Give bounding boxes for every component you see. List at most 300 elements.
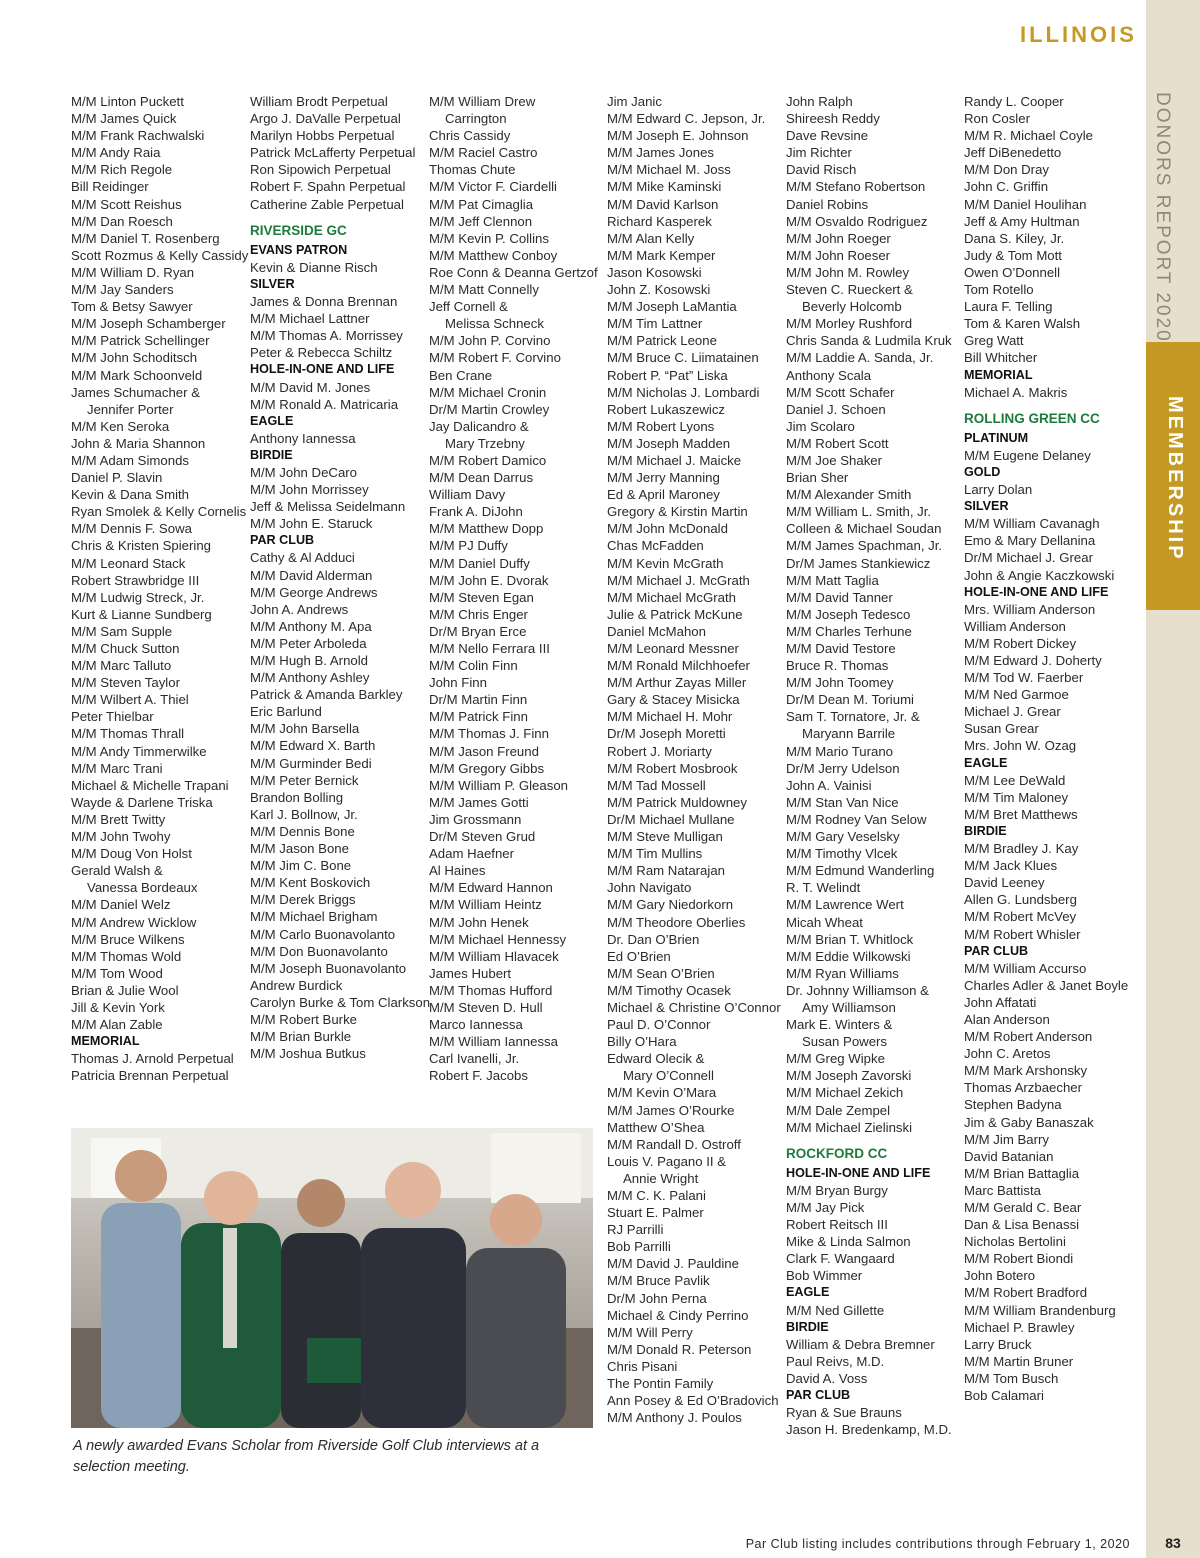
donor-name: Chris Pisani [607, 1358, 678, 1374]
donor-name-continued: Carrington [445, 111, 507, 127]
donor-name: M/M Thomas Hufford [429, 982, 553, 998]
donor-name: Jim Richter [786, 145, 852, 161]
donor-name: M/M Ryan Williams [786, 965, 899, 981]
donor-name: Michael P. Brawley [964, 1319, 1075, 1335]
donor-name: M/M R. Michael Coyle [964, 128, 1093, 144]
donor-name: John Affatati [964, 994, 1037, 1010]
donor-name: M/M John P. Corvino [429, 333, 551, 349]
donor-name: Carolyn Burke & Tom Clarkson [250, 994, 431, 1010]
donor-name: M/M James O’Rourke [607, 1102, 735, 1118]
donor-name: M/M Bryan Burgy [786, 1182, 888, 1198]
donor-name: Argo J. DaValle Perpetual [250, 111, 401, 127]
donor-name: M/M Joshua Butkus [250, 1046, 366, 1062]
donor-name: Alan Anderson [964, 1011, 1050, 1027]
donor-name: Michael & Christine O’Connor [607, 999, 781, 1015]
donor-name: Chris & Kristen Spiering [71, 538, 211, 554]
donor-name: M/M Jason Bone [250, 841, 349, 857]
level-heading: HOLE-IN-ONE AND LIFE [964, 584, 1109, 599]
donor-name: Shireesh Reddy [786, 111, 880, 127]
donor-name: M/M Robert Dickey [964, 635, 1077, 651]
level-heading: PLATINUM [964, 430, 1029, 445]
donor-name: M/M Mark Arshonsky [964, 1063, 1088, 1079]
donor-name: Ryan Smolek & Kelly Cornelis [71, 504, 247, 520]
donor-name: M/M John E. Dvorak [429, 572, 549, 588]
donor-name: David A. Voss [786, 1370, 868, 1386]
donor-name: M/M Donald R. Peterson [607, 1341, 752, 1357]
donor-name: M/M Anthony M. Apa [250, 618, 372, 634]
donor-name: M/M Robert Lyons [607, 418, 715, 434]
donor-name: M/M Kevin P. Collins [429, 230, 549, 246]
donor-name: Daniel McMahon [607, 623, 706, 639]
donor-name: M/M William Accurso [964, 960, 1087, 976]
donor-name: Brian Sher [786, 470, 849, 486]
donor-name-continued: Jennifer Porter [87, 401, 174, 417]
donor-name: M/M Edward C. Jepson, Jr. [607, 111, 766, 127]
donor-name: M/M Don Dray [964, 162, 1049, 178]
donor-name: Ben Crane [429, 367, 493, 383]
donor-name: Karl J. Bollnow, Jr. [250, 806, 358, 822]
donor-name: M/M Leonard Stack [71, 555, 186, 571]
donor-name: Bob Wimmer [786, 1268, 863, 1284]
donor-name: M/M Tim Maloney [964, 789, 1069, 805]
donor-column-5 [786, 93, 958, 1438]
club-heading: RIVERSIDE GC [250, 222, 347, 238]
donor-name: M/M David Alderman [250, 567, 373, 583]
donor-name: Robert J. Moriarty [607, 743, 712, 759]
donor-name: Dr/M John Perna [607, 1290, 707, 1306]
donor-name: R. T. Welindt [786, 880, 861, 896]
donor-name: Stephen Badyna [964, 1097, 1062, 1113]
donor-name: M/M William D. Ryan [71, 264, 195, 280]
donor-name: M/M David M. Jones [250, 379, 371, 395]
donor-name: M/M Thomas Thrall [71, 726, 185, 742]
donor-name: M/M Brian T. Whitlock [786, 931, 914, 947]
donor-name: Chas McFadden [607, 538, 704, 554]
donor-name: M/M Daniel T. Rosenberg [71, 230, 220, 246]
donor-name: M/M Steven Taylor [71, 675, 180, 691]
photo-caption: A newly awarded Evans Scholar from Riverside Golf Club interviews at a selection meeting. [73, 1438, 540, 1475]
donor-name: Dr/M Martin Crowley [429, 401, 550, 417]
sidebar-band-bottom [1146, 610, 1200, 1558]
donor-name: Adam Haefner [429, 846, 515, 862]
donor-name: Bill Reidinger [71, 179, 149, 195]
donor-name: Dr/M Joseph Moretti [607, 726, 726, 742]
donor-name: Micah Wheat [786, 914, 863, 930]
donor-name: M/M Charles Terhune [786, 623, 912, 639]
level-heading: EAGLE [964, 755, 1008, 770]
donor-name: Anthony Scala [786, 367, 872, 383]
donor-name: M/M Rich Regole [71, 162, 173, 178]
donor-name: Peter & Rebecca Schiltz [250, 345, 393, 361]
donor-name: M/M Sam Supple [71, 623, 173, 639]
donor-name: M/M Michael Hennessy [429, 931, 567, 947]
donor-name: M/M Jack Klues [964, 858, 1058, 874]
donor-name: RJ Parrilli [607, 1222, 664, 1238]
donor-name: M/M Michael McGrath [607, 589, 736, 605]
donor-name: M/M Hugh B. Arnold [250, 653, 369, 668]
donor-name: Thomas Arzbaecher [964, 1080, 1083, 1096]
donor-name: M/M Osvaldo Rodriguez [786, 213, 928, 229]
donor-name: M/M Mario Turano [786, 743, 893, 759]
donor-name: Al Haines [429, 863, 486, 879]
donor-name: Bruce R. Thomas [786, 658, 889, 674]
donor-name: M/M Michael Brigham [250, 909, 378, 925]
donor-name: M/M David Tanner [786, 589, 893, 605]
donor-name: M/M Matthew Conboy [429, 247, 558, 263]
section-title: MEMBERSHIP [1164, 396, 1186, 562]
donor-name: M/M Edward Hannon [429, 880, 553, 896]
donor-name: Ron Sipowich Perpetual [250, 162, 391, 178]
donor-name: M/M Scott Reishus [71, 196, 182, 212]
donor-name: M/M Daniel Houlihan [964, 196, 1087, 212]
donor-name: Daniel P. Slavin [71, 470, 163, 486]
donor-name: Jay Dalicandro & [429, 418, 529, 434]
donor-name: M/M Morley Rushford [786, 316, 913, 332]
donor-name: M/M Ned Garmoe [964, 687, 1069, 703]
donor-column-3 [429, 93, 601, 1084]
donor-name: Daniel J. Schoen [786, 401, 886, 417]
donor-name: John C. Aretos [964, 1046, 1051, 1062]
donor-name: Marco Iannessa [429, 1017, 523, 1033]
donor-name: M/M Brian Burkle [250, 1029, 352, 1045]
donor-name: M/M Nello Ferrara III [429, 641, 550, 656]
donor-name: M/M Michael M. Joss [607, 162, 731, 178]
donor-name: James Schumacher & [71, 384, 200, 400]
donor-name: John A. Andrews [250, 601, 349, 617]
donor-name: M/M Ned Gillette [786, 1302, 885, 1318]
donor-name: M/M Jeff Clennon [429, 213, 533, 229]
donor-name: M/M James Quick [71, 111, 177, 127]
level-heading: HOLE-IN-ONE AND LIFE [786, 1165, 931, 1180]
donor-name: M/M Bruce Wilkens [71, 931, 185, 947]
donor-name: M/M Steven D. Hull [429, 999, 543, 1015]
donor-name: M/M Joseph Buonavolanto [250, 960, 407, 976]
donor-name: Thomas J. Arnold Perpetual [71, 1051, 234, 1067]
donor-name: Dr/M Martin Finn [429, 692, 528, 708]
donor-name: Bill Whitcher [964, 350, 1038, 366]
donor-name: Paul D. O’Connor [607, 1017, 711, 1033]
donor-name: M/M Lee DeWald [964, 772, 1066, 788]
donor-name: M/M Bruce Pavlik [607, 1273, 710, 1289]
donor-name: Jim & Gaby Banaszak [964, 1114, 1094, 1130]
donor-name: M/M Michael J. McGrath [607, 572, 750, 588]
donor-name: Carl Ivanelli, Jr. [429, 1051, 520, 1067]
donor-name-continued: Mary Trzebny [445, 435, 525, 451]
donor-name: Greg Watt [964, 333, 1024, 349]
donor-name: Jeff & Melissa Seidelmann [250, 499, 406, 515]
donor-name: Dr/M Jerry Udelson [786, 760, 900, 776]
donor-name: M/M Chuck Sutton [71, 641, 180, 656]
donor-name: M/M Steve Mulligan [607, 829, 723, 845]
donor-name: M/M Michael Zielinski [786, 1119, 913, 1135]
donor-name: M/M Raciel Castro [429, 145, 538, 161]
donor-name: M/M Greg Wipke [786, 1051, 885, 1067]
donor-name: Mrs. John W. Ozag [964, 738, 1077, 754]
donor-name: Brandon Bolling [250, 789, 344, 805]
donor-name: Matthew O’Shea [607, 1119, 705, 1135]
donor-name: Paul Reivs, M.D. [786, 1353, 885, 1369]
donor-name: M/M Robert Mosbrook [607, 760, 738, 776]
donor-name: M/M Tod W. Faerber [964, 670, 1084, 686]
page-number: 83 [1165, 1535, 1181, 1551]
donor-name: M/M Nicholas J. Lombardi [607, 384, 760, 400]
donor-name: M/M James Spachman, Jr. [786, 538, 943, 554]
donor-name: Michael & Cindy Perrino [607, 1307, 749, 1323]
donor-name-continued: Susan Powers [802, 1034, 888, 1050]
donor-name: Ryan & Sue Brauns [786, 1405, 902, 1421]
donor-name: M/M Edward X. Barth [250, 738, 376, 754]
donor-name: M/M Robert F. Corvino [429, 350, 561, 366]
donor-name: M/M Michael J. Maicke [607, 452, 742, 468]
donor-name: M/M Alan Kelly [607, 230, 695, 246]
club-heading: ROLLING GREEN CC [964, 410, 1100, 426]
donor-name: M/M David Testore [786, 641, 896, 656]
donor-name: Gary & Stacey Misicka [607, 692, 740, 708]
donor-name: Larry Dolan [964, 482, 1033, 498]
donor-name: Dr/M Bryan Erce [429, 623, 527, 639]
donor-name: Jason H. Bredenkamp, M.D. [786, 1422, 952, 1438]
donor-name: Jill & Kevin York [71, 999, 165, 1015]
donor-name: M/M David Karlson [607, 196, 719, 212]
donor-name: M/M George Andrews [250, 584, 378, 600]
donor-name: M/M Randall D. Ostroff [607, 1136, 741, 1152]
donor-name: Jeff DiBenedetto [964, 145, 1062, 161]
donor-name: M/M Robert McVey [964, 909, 1077, 925]
donor-name: M/M Gary Niedorkorn [607, 897, 734, 913]
level-heading: EAGLE [250, 413, 294, 428]
level-heading: PAR CLUB [250, 533, 315, 548]
donor-name: Bob Parrilli [607, 1239, 671, 1255]
donor-name: M/M Andrew Wicklow [71, 914, 197, 930]
donor-name: Robert Strawbridge III [71, 572, 200, 588]
donor-name: M/M Doug Von Holst [71, 846, 192, 862]
donor-column-1 [71, 93, 249, 1084]
donor-name: Dr/M Steven Grud [429, 829, 536, 845]
level-heading: PAR CLUB [786, 1388, 851, 1403]
donor-name: Peter Thielbar [71, 709, 154, 725]
donor-name: M/M Alexander Smith [786, 487, 912, 503]
donor-name: M/M William Heintz [429, 897, 542, 913]
donor-name: M/M Matthew Dopp [429, 521, 544, 537]
report-title: DONORS REPORT 2020 [1152, 92, 1173, 343]
donor-name: M/M Chris Enger [429, 606, 528, 622]
donor-name: M/M Joseph Schamberger [71, 316, 226, 332]
donor-name: M/M James Gotti [429, 794, 529, 810]
donor-name: Tom & Karen Walsh [964, 316, 1081, 332]
donor-name-continued: Beverly Holcomb [802, 299, 902, 315]
donor-name: David Batanian [964, 1148, 1054, 1164]
donor-name: Nicholas Bertolini [964, 1234, 1066, 1250]
donor-name: Robert P. “Pat” Liska [607, 367, 728, 383]
donor-name: Roe Conn & Deanna Gertzof [429, 264, 598, 280]
donor-name: M/M Gregory Gibbs [429, 760, 545, 776]
donor-name: M/M Bradley J. Kay [964, 841, 1079, 857]
donor-name: M/M Steven Egan [429, 589, 534, 605]
donor-name: M/M Peter Bernick [250, 772, 359, 788]
donor-name: Ed O’Brien [607, 948, 671, 964]
donor-name: M/M Marc Trani [71, 760, 163, 776]
donor-name: Jim Janic [607, 94, 662, 109]
donor-name: Jim Scolaro [786, 418, 855, 434]
donor-name: M/M Sean O’Brien [607, 965, 715, 981]
donor-name: Dr. Johnny Williamson & [786, 982, 929, 998]
donor-name: M/M John McDonald [607, 521, 728, 537]
donor-name: Jeff & Amy Hultman [964, 213, 1080, 229]
donor-name: M/M Joseph Tedesco [786, 606, 911, 622]
donor-name: Louis V. Pagano II & [607, 1153, 727, 1169]
donor-name-continued: Mary O’Connell [623, 1068, 714, 1084]
donor-name: John Botero [964, 1268, 1036, 1284]
donor-name: Patricia Brennan Perpetual [71, 1068, 229, 1084]
donor-name: M/M Gerald C. Bear [964, 1200, 1082, 1215]
donor-name: M/M Jay Pick [786, 1200, 865, 1215]
donor-name: M/M Jay Sanders [71, 282, 174, 298]
donor-name: Jeff Cornell & [429, 299, 508, 315]
donor-name: M/M Matt Taglia [786, 572, 879, 588]
donor-name: M/M William Iannessa [429, 1034, 558, 1050]
donor-name: Richard Kasperek [607, 213, 712, 229]
donor-name: Gerald Walsh & [71, 863, 163, 879]
donor-name: M/M Dennis Bone [250, 823, 355, 839]
donor-name: Susan Grear [964, 721, 1039, 737]
donor-name: M/M William Drew [429, 94, 536, 109]
donor-name: John Z. Kosowski [607, 282, 711, 298]
donor-name: M/M Jim Barry [964, 1131, 1049, 1147]
donor-name: M/M Mark Kemper [607, 247, 716, 263]
donor-name-continued: Vanessa Bordeaux [87, 880, 198, 896]
level-heading: EAGLE [786, 1285, 830, 1300]
donor-name: John A. Vainisi [786, 777, 872, 793]
donor-name: Chris Cassidy [429, 128, 511, 144]
donor-name: M/M Anthony Ashley [250, 670, 370, 686]
donor-name: M/M John Henek [429, 914, 529, 930]
donor-name: M/M Peter Arboleda [250, 635, 367, 651]
donor-name: M/M Jason Freund [429, 743, 539, 759]
donor-name: M/M Timothy Vlcek [786, 846, 898, 862]
donor-name: M/M Alan Zable [71, 1017, 163, 1033]
donor-name: Scott Rozmus & Kelly Cassidy [71, 247, 249, 263]
donor-name: M/M William P. Gleason [429, 777, 568, 793]
donor-name: M/M Ludwig Streck, Jr. [71, 589, 205, 605]
donor-name: James & Donna Brennan [250, 294, 398, 310]
donor-name: Kevin & Dianne Risch [250, 259, 378, 275]
donor-name: Charles Adler & Janet Boyle [964, 977, 1129, 993]
donor-name: M/M C. K. Palani [607, 1188, 706, 1203]
donor-name: John Finn [429, 675, 487, 691]
donor-name: M/M Tad Mossell [607, 777, 706, 793]
donor-name: M/M Brian Battaglia [964, 1165, 1080, 1181]
donor-name: Frank A. DiJohn [429, 504, 523, 520]
donor-name: M/M Timothy Ocasek [607, 982, 731, 998]
donor-name: M/M John Twohy [71, 829, 171, 845]
donor-name: M/M Jerry Manning [607, 470, 720, 486]
donor-name: M/M Anthony J. Poulos [607, 1410, 742, 1426]
donor-column-6 [964, 93, 1136, 1404]
donor-name: David Leeney [964, 875, 1045, 891]
donor-name: Daniel Robins [786, 196, 869, 212]
donor-name: M/M Tom Busch [964, 1370, 1059, 1386]
donor-name: M/M Robert Whisler [964, 926, 1081, 942]
donor-name: Larry Bruck [964, 1336, 1032, 1352]
donor-name: M/M Thomas J. Finn [429, 726, 549, 742]
donor-name: Andrew Burdick [250, 977, 343, 993]
donor-name: Dr/M James Stankiewicz [786, 555, 931, 571]
donor-name: Michael J. Grear [964, 704, 1061, 720]
donor-name: M/M Bruce C. Liimatainen [607, 350, 759, 366]
donor-name: M/M Mike Kaminski [607, 179, 722, 195]
donor-name: M/M Colin Finn [429, 658, 518, 674]
donor-name: M/M Thomas Wold [71, 948, 182, 964]
donor-name: Eric Barlund [250, 704, 322, 720]
donor-name: Marc Battista [964, 1182, 1041, 1198]
level-heading: PAR CLUB [964, 943, 1029, 958]
club-heading: ROCKFORD CC [786, 1145, 888, 1161]
donor-name: Michael & Michelle Trapani [71, 777, 229, 793]
donor-name: William Anderson [964, 618, 1066, 634]
state-title: ILLINOIS [1020, 22, 1137, 47]
level-heading: SILVER [250, 276, 295, 291]
donor-name: M/M Robert Burke [250, 1011, 357, 1027]
donor-column-2 [250, 93, 431, 1062]
donor-name: Bob Calamari [964, 1388, 1044, 1404]
donor-name: Ron Cosler [964, 111, 1030, 127]
donor-name: M/M Patrick Leone [607, 333, 717, 349]
donor-name: Mike & Linda Salmon [786, 1234, 911, 1250]
donor-name: Ann Posey & Ed O’Bradovich [607, 1393, 779, 1409]
donor-name: M/M Marc Talluto [71, 658, 172, 674]
donor-name: M/M James Jones [607, 145, 714, 161]
donor-name: Mark E. Winters & [786, 1017, 893, 1033]
donor-name: M/M Don Buonavolanto [250, 943, 388, 959]
donor-name: M/M Frank Rachwalski [71, 128, 205, 144]
donor-name: William Brodt Perpetual [250, 94, 388, 109]
donor-name: M/M David J. Pauldine [607, 1256, 739, 1272]
donor-name: M/M John Barsella [250, 721, 360, 737]
donor-name: Dave Revsine [786, 128, 869, 144]
donor-name: M/M Thomas A. Morrissey [250, 328, 403, 344]
donor-name: Steven C. Rueckert & [786, 282, 913, 298]
donor-name: M/M Joseph Madden [607, 435, 731, 451]
level-heading: MEMORIAL [71, 1034, 140, 1049]
donor-name: M/M John Schoditsch [71, 350, 198, 366]
donor-name: Cathy & Al Adduci [250, 550, 355, 566]
donor-name: M/M Robert Scott [786, 435, 889, 451]
donor-name: M/M Adam Simonds [71, 452, 189, 468]
donor-name: M/M Eddie Wilkowski [786, 948, 911, 964]
donor-name: M/M Andy Timmerwilke [71, 743, 207, 759]
donor-name: M/M Rodney Van Selow [786, 811, 927, 827]
donor-name: Randy L. Cooper [964, 94, 1064, 109]
donor-name: M/M Edmund Wanderling [786, 863, 935, 879]
donor-name: Jason Kosowski [607, 264, 702, 280]
donor-name: M/M John Roeser [786, 247, 891, 263]
donor-name: William & Debra Bremner [786, 1336, 935, 1352]
donor-name: M/M Ram Natarajan [607, 863, 725, 879]
donor-name: M/M Robert Bradford [964, 1285, 1088, 1301]
donor-name: Mrs. William Anderson [964, 601, 1096, 617]
donor-name: Clark F. Wangaard [786, 1251, 895, 1267]
donor-name: M/M Patrick Finn [429, 709, 528, 725]
level-heading: BIRDIE [964, 823, 1007, 838]
donor-name: M/M Carlo Buonavolanto [250, 926, 396, 942]
donor-name: Allen G. Lundsberg [964, 892, 1077, 908]
donor-name-continued: Amy Williamson [802, 999, 896, 1015]
donor-name: M/M Jim C. Bone [250, 858, 352, 874]
donor-name: Marilyn Hobbs Perpetual [250, 128, 395, 144]
donor-name: M/M Robert Biondi [964, 1251, 1074, 1267]
donor-name: Stuart E. Palmer [607, 1205, 704, 1221]
donor-name: Julie & Patrick McKune [607, 606, 743, 622]
